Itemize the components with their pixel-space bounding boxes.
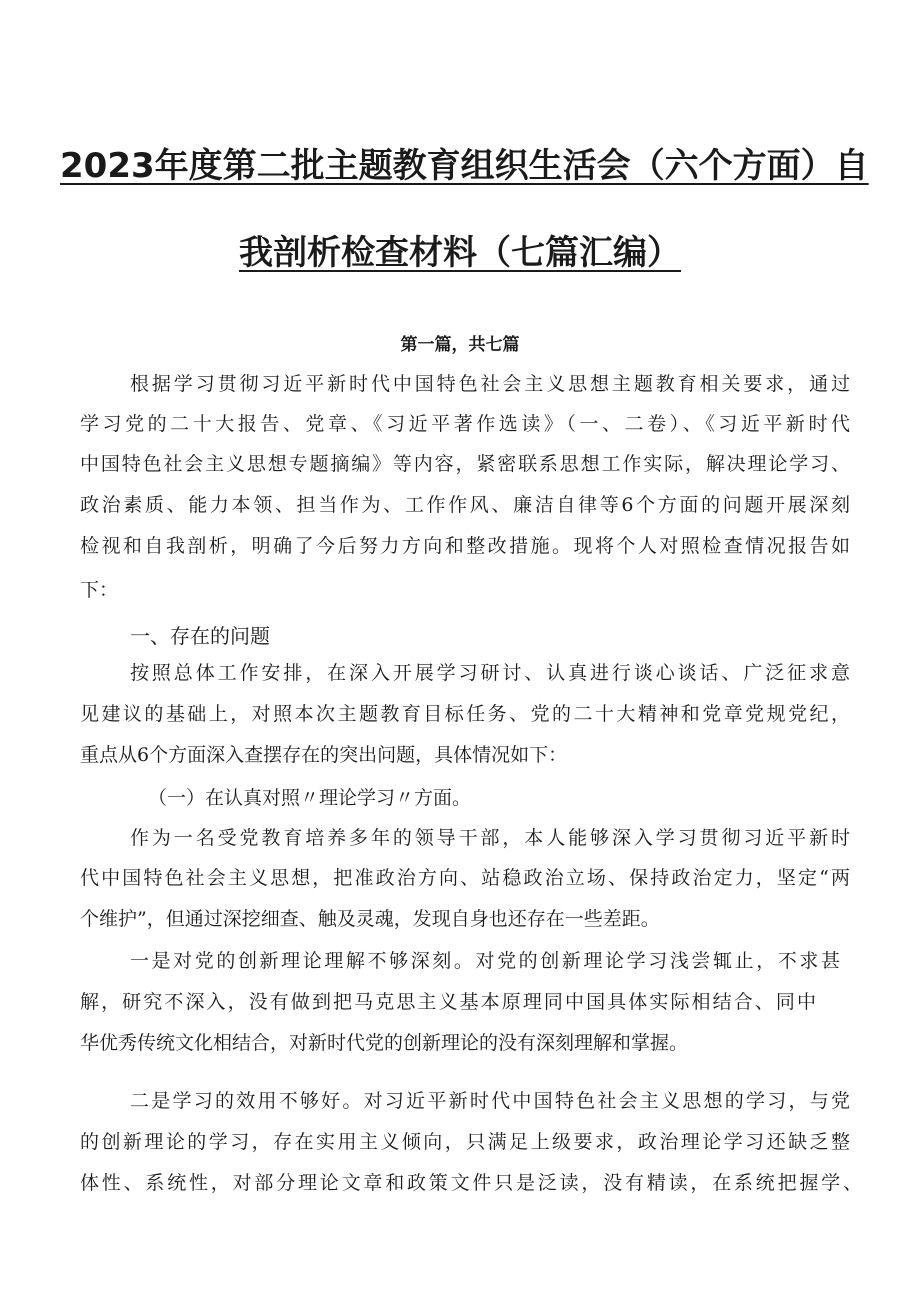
body-line: 作为一名受党教育培养多年的领导干部，本人能够深入学习贯彻习近平新时 xyxy=(130,827,850,849)
body-line: 一是对党的创新理论理解不够深刻。对党的创新理论学习浅尝辄止，不求甚 xyxy=(130,950,840,972)
body-line: 的创新理论的学习，存在实用主义倾向，只满足上级要求，政治理论学习还缺乏整 xyxy=(80,1131,850,1153)
body-line: 华优秀传统文化相结合，对新时代党的创新理论的没有深刻理解和掌握。 xyxy=(80,1032,689,1054)
body-line: 检视和自我剖析，明确了今后努力方向和整改措施。现将个人对照检查情况报告如 xyxy=(80,535,850,557)
section-subtitle: 第一篇，共七篇 xyxy=(400,335,520,355)
body-line: 根据学习贯彻习近平新时代中国特色社会主义思想主题教育相关要求，通过 xyxy=(130,373,850,395)
document-title-line-1: 2023年度第二批主题教育组织生活会（六个方面）自 xyxy=(60,146,869,186)
body-line: 体性、系统性，对部分理论文章和政策文件只是泛读，没有精读，在系统把握学、 xyxy=(80,1172,862,1194)
body-line: 重点从6个方面深入查摆存在的突出问题，具体情况如下： xyxy=(80,744,568,766)
body-line: 政治素质、能力本领、担当作为、工作作风、廉洁自律等6个方面的问题开展深刻 xyxy=(80,494,850,516)
body-line: 下： xyxy=(80,579,119,601)
subsection-heading: （一）在认真对照〃理论学习〃方面。 xyxy=(148,787,472,809)
body-line: 中国特色社会主义思想专题摘编》等内容，紧密联系思想工作实际，解决理论学习、 xyxy=(80,453,850,475)
body-line: 按照总体工作安排，在深入开展学习研讨、认真进行谈心谈话、广泛征求意 xyxy=(130,662,850,684)
document-title-line-2: 我剖析检查材料（七篇汇编） xyxy=(239,233,681,273)
body-line: 个维护”，但通过深挖细查、触及灵魂，发现自身也还存在一些差距。 xyxy=(80,908,660,930)
body-line: 学习党的二十大报告、党章、《习近平著作选读》（一、二卷）、《习近平新时代 xyxy=(80,413,850,435)
body-line: 见建议的基础上，对照本次主题教育目标任务、党的二十大精神和党章党规党纪， xyxy=(80,703,850,725)
body-line: 解，研究不深入，没有做到把马克思主义基本原理同中国具体实际相结合、同中 xyxy=(80,991,816,1013)
body-line: 代中国特色社会主义思想，把准政治方向、站稳政治立场、保持政治定力，坚定“两 xyxy=(80,867,850,889)
section-heading: 一、存在的问题 xyxy=(130,624,270,648)
body-line: 二是学习的效用不够好。对习近平新时代中国特色社会主义思想的学习，与党 xyxy=(130,1090,850,1112)
